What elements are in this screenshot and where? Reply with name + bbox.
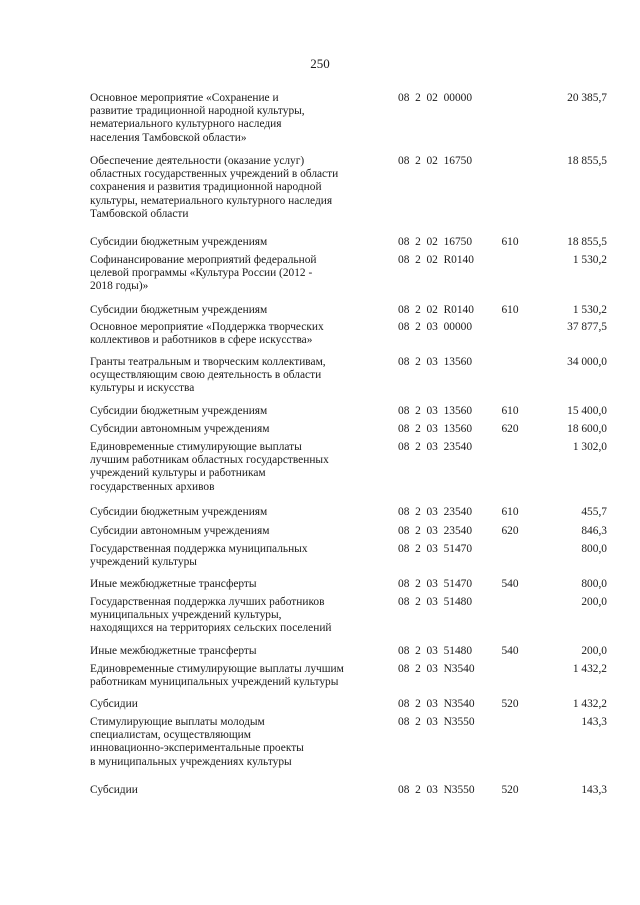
row-name <box>90 578 390 591</box>
row-name <box>90 254 390 294</box>
row-code: 08 2 03 N3550 <box>398 784 475 796</box>
row-name-line: Единовременные стимулирующие выплаты <box>90 441 302 453</box>
row-amount: 18 600,0 <box>567 423 607 435</box>
row-code: 08 2 02 16750 <box>398 155 473 167</box>
row-name-line: Основное мероприятие «Сохранение и <box>90 92 279 104</box>
row-amount: 15 400,0 <box>567 405 607 417</box>
row-amount: 143,3 <box>581 784 607 796</box>
row-name-line: целевой программы «Культура России (2012 - <box>90 267 313 280</box>
row-code: 08 2 03 51470 <box>398 578 473 590</box>
row-name-line: 2018 годы)» <box>90 280 149 293</box>
row-amount: 1 302,0 <box>572 441 607 453</box>
row-name-line: культуры и искусства <box>90 382 195 395</box>
row-code: 08 2 03 51470 <box>398 543 473 555</box>
row-code: 08 2 03 23540 <box>398 441 473 453</box>
row-name-line: Субсидии автономным учреждениям <box>90 525 270 537</box>
row-vr: 540 <box>501 645 519 657</box>
row-code: 08 2 03 13560 <box>398 356 473 368</box>
row-name-line: развитие традиционной народной культуры, <box>90 105 305 118</box>
row-name-line: Основное мероприятие «Поддержка творческих <box>90 321 324 333</box>
row-code: 08 2 03 00000 <box>398 321 473 333</box>
row-name-line: Субсидии <box>90 784 138 796</box>
row-name <box>90 356 390 396</box>
row-name-line: Субсидии автономным учреждениям <box>90 423 270 435</box>
row-name-line: Единовременные стимулирующие выплаты лучшим <box>90 663 344 675</box>
row-name-line: культуры, нематериального культурного наследия <box>90 194 333 207</box>
row-code: 08 2 02 R0140 <box>398 254 474 266</box>
row-name-line: лучшим работникам областных государственных <box>90 454 329 467</box>
row-vr: 610 <box>501 304 519 316</box>
row-name-line: Тамбовской области <box>90 207 189 220</box>
row-amount: 455,7 <box>581 506 607 518</box>
row-name <box>90 236 390 249</box>
row-amount: 1 530,2 <box>572 254 607 266</box>
row-name <box>90 698 390 711</box>
row-amount: 20 385,7 <box>567 92 607 104</box>
row-amount: 143,3 <box>581 716 607 728</box>
row-name-line: учреждений культуры и работникам <box>90 467 266 480</box>
row-name <box>90 441 390 494</box>
row-name-line: Субсидии бюджетным учреждениям <box>90 304 268 316</box>
row-amount: 200,0 <box>581 645 607 657</box>
row-name-line: Гранты театральным и творческим коллективам, <box>90 356 326 368</box>
row-name <box>90 663 390 689</box>
row-name-line: государственных архивов <box>90 480 215 493</box>
row-name-line: Стимулирующие выплаты молодым <box>90 716 265 728</box>
row-amount: 18 855,5 <box>567 155 607 167</box>
row-amount: 18 855,5 <box>567 236 607 248</box>
row-name-line: работникам муниципальных учреждений культуры <box>90 676 339 689</box>
row-name-line: специалистам, осуществляющим <box>90 729 251 742</box>
row-vr: 610 <box>501 506 519 518</box>
row-amount: 1 432,2 <box>572 663 607 675</box>
row-vr: 540 <box>501 578 519 590</box>
row-vr: 620 <box>501 525 519 537</box>
row-name-line: Субсидии бюджетным учреждениям <box>90 405 268 417</box>
row-name <box>90 423 390 436</box>
row-amount: 200,0 <box>581 596 607 608</box>
row-code: 08 2 03 N3540 <box>398 663 475 675</box>
row-vr: 520 <box>501 784 519 796</box>
page-number: 250 <box>310 56 330 71</box>
row-name <box>90 543 390 569</box>
row-name <box>90 321 390 347</box>
row-code: 08 2 03 N3550 <box>398 716 475 728</box>
row-name <box>90 716 390 769</box>
row-amount: 846,3 <box>581 525 607 537</box>
row-code: 08 2 02 16750 <box>398 236 473 248</box>
row-name <box>90 525 390 538</box>
row-name <box>90 784 390 797</box>
row-vr: 520 <box>501 698 519 710</box>
row-name-line: сохранения и развития традиционной народной <box>90 181 322 194</box>
row-name-line: осуществляющим свою деятельность в области <box>90 369 322 382</box>
row-name-line: учреждений культуры <box>90 556 197 569</box>
row-name-line: нематериального культурного наследия <box>90 118 282 131</box>
row-name <box>90 506 390 519</box>
row-code: 08 2 03 51480 <box>398 596 473 608</box>
row-name <box>90 405 390 418</box>
row-code: 08 2 02 R0140 <box>398 304 474 316</box>
row-name-line: Обеспечение деятельности (оказание услуг) <box>90 155 305 167</box>
row-name <box>90 645 390 658</box>
row-name-line: Иные межбюджетные трансферты <box>90 645 257 657</box>
row-vr: 610 <box>501 236 519 248</box>
row-name-line: Софинансирование мероприятий федеральной <box>90 254 317 266</box>
row-code: 08 2 03 23540 <box>398 506 473 518</box>
row-name <box>90 596 390 636</box>
row-name-line: коллективов и работников в сфере искусства» <box>90 334 313 347</box>
row-vr: 610 <box>501 405 519 417</box>
row-code: 08 2 03 13560 <box>398 423 473 435</box>
row-amount: 37 877,5 <box>567 321 607 333</box>
row-name <box>90 304 390 317</box>
row-name-line: Субсидии бюджетным учреждениям <box>90 236 268 248</box>
row-amount: 800,0 <box>581 543 607 555</box>
row-name-line: в муниципальных учреждениях культуры <box>90 755 292 768</box>
row-name-line: Государственная поддержка лучших работников <box>90 596 325 608</box>
row-amount: 800,0 <box>581 578 607 590</box>
row-vr: 620 <box>501 423 519 435</box>
row-name-line: Субсидии бюджетным учреждениям <box>90 506 268 518</box>
row-name-line: населения Тамбовской области» <box>90 131 247 144</box>
row-name-line: инновационно-экспериментальные проекты <box>90 742 304 755</box>
row-code: 08 2 03 23540 <box>398 525 473 537</box>
row-name-line: Иные межбюджетные трансферты <box>90 578 257 590</box>
row-amount: 34 000,0 <box>567 356 607 368</box>
row-code: 08 2 03 51480 <box>398 645 473 657</box>
row-name-line: Государственная поддержка муниципальных <box>90 543 308 555</box>
row-name-line: Субсидии <box>90 698 138 710</box>
row-name-line: областных государственных учреждений в области <box>90 168 339 181</box>
row-amount: 1 432,2 <box>572 698 607 710</box>
row-name <box>90 92 390 145</box>
row-name-line: муниципальных учреждений культуры, <box>90 609 282 622</box>
row-code: 08 2 03 N3540 <box>398 698 475 710</box>
row-name-line: находящихся на территориях сельских поселений <box>90 622 332 635</box>
row-code: 08 2 03 13560 <box>398 405 473 417</box>
row-code: 08 2 02 00000 <box>398 92 473 104</box>
row-amount: 1 530,2 <box>572 304 607 316</box>
row-name <box>90 155 390 221</box>
